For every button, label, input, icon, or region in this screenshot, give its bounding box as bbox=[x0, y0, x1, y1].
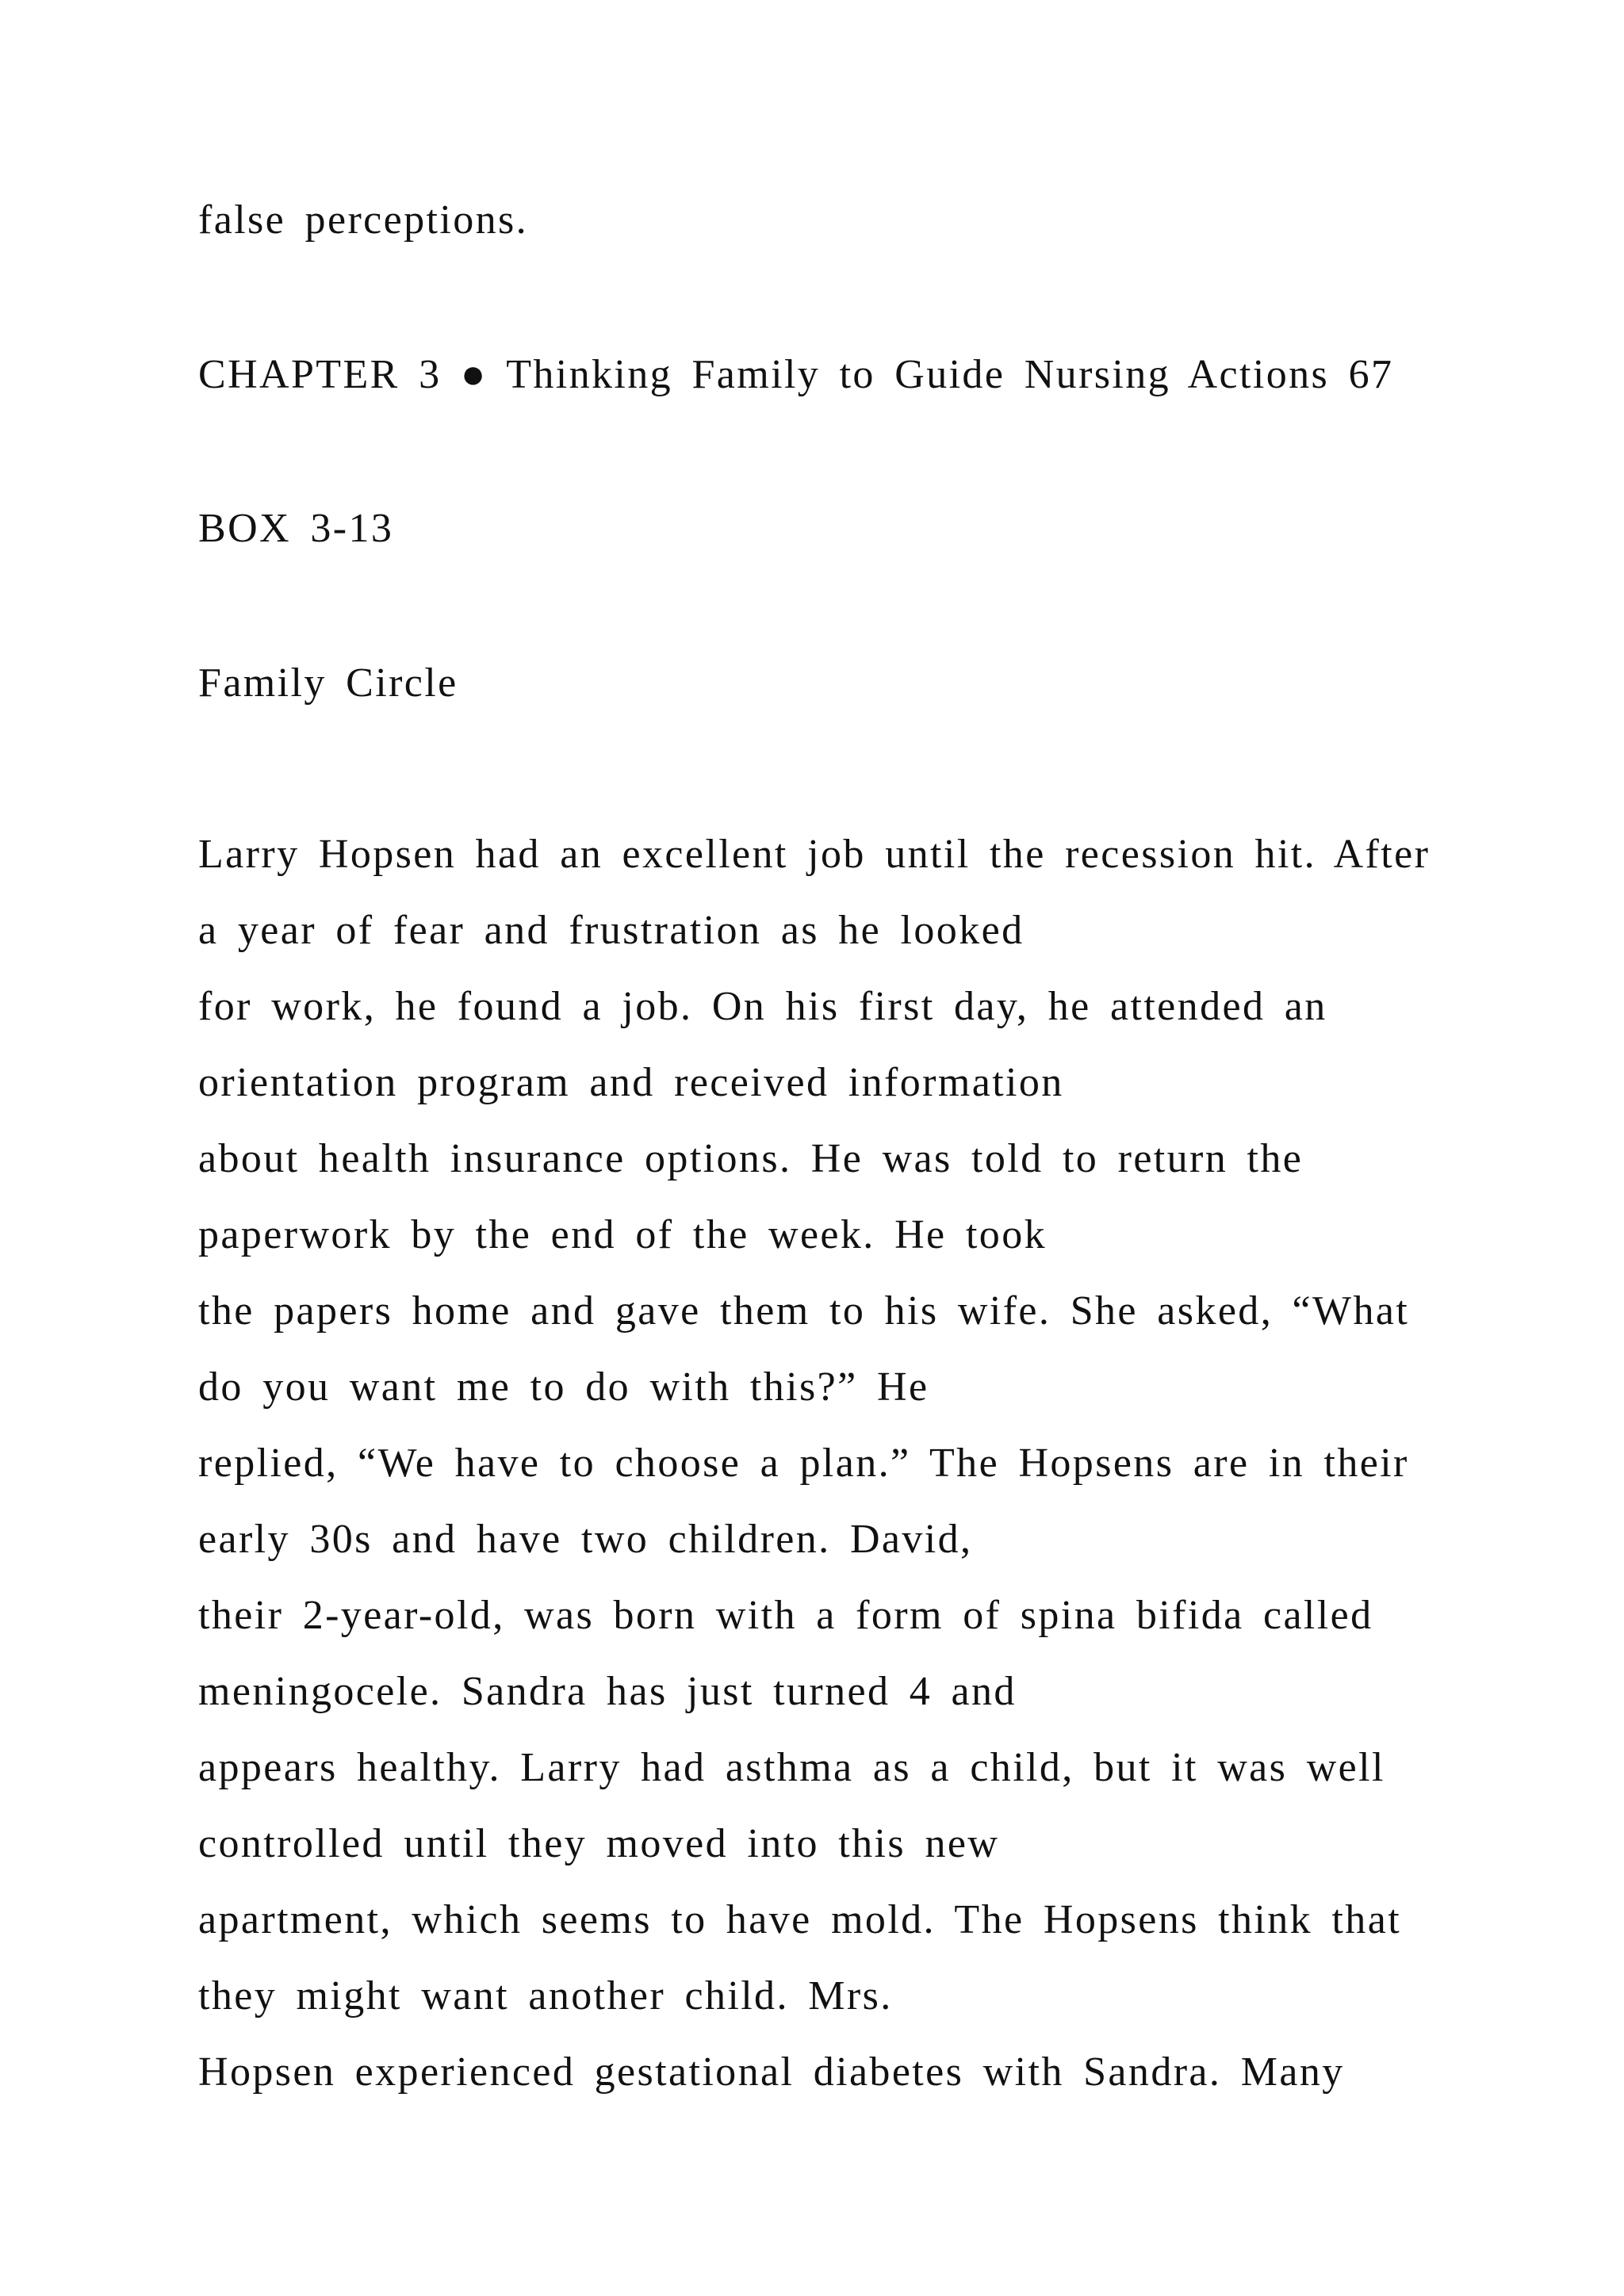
body-line: for work, he found a job. On his first day, he attended an bbox=[198, 984, 1327, 1029]
body-line: their 2-year-old, was born with a form of spina bifida called bbox=[198, 1593, 1373, 1638]
body-line: apartment, which seems to have mold. The Hopsens think that bbox=[198, 1897, 1402, 1942]
body-line: replied, “We have to choose a plan.” The Hopsens are in their bbox=[198, 1441, 1409, 1486]
body-line: appears healthy. Larry had asthma as a child, but it was well bbox=[198, 1745, 1385, 1790]
body-line: do you want me to do with this?” He bbox=[198, 1364, 929, 1410]
body-line: a year of fear and frustration as he looked bbox=[198, 908, 1025, 953]
box-body-text bbox=[198, 817, 1430, 2110]
body-line: about health insurance options. He was told to return the bbox=[198, 1136, 1304, 1181]
body-line: orientation program and received information bbox=[198, 1060, 1064, 1105]
intro-text: false perceptions. bbox=[198, 197, 529, 243]
body-line: the papers home and gave them to his wife. She asked, “What bbox=[198, 1288, 1410, 1334]
body-line: Hopsen experienced gestational diabetes with Sandra. Many bbox=[198, 2049, 1345, 2095]
body-line: Larry Hopsen had an excellent job until the recession hit. After bbox=[198, 832, 1431, 877]
body-line: meningocele. Sandra has just turned 4 and bbox=[198, 1669, 1017, 1714]
box-title: Family Circle bbox=[198, 660, 458, 706]
box-label: BOX 3-13 bbox=[198, 506, 394, 551]
running-header: CHAPTER 3 ● Thinking Family to Guide Nursing Actions 67 bbox=[198, 352, 1394, 397]
body-line: paperwork by the end of the week. He took bbox=[198, 1212, 1047, 1257]
body-line: early 30s and have two children. David, bbox=[198, 1517, 973, 1562]
body-line: controlled until they moved into this new bbox=[198, 1821, 1000, 1866]
body-line: they might want another child. Mrs. bbox=[198, 1973, 893, 2019]
